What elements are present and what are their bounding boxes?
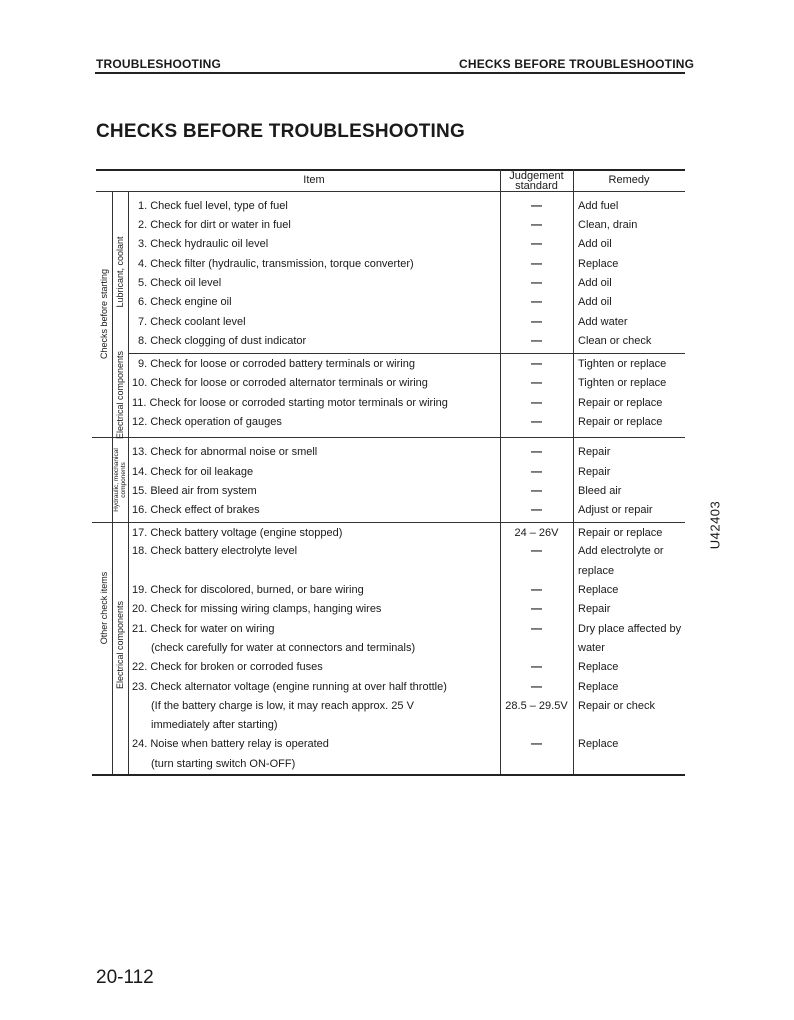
- column-header-item: Item: [303, 174, 325, 186]
- judgement-remedy-column-rule: [573, 169, 574, 774]
- row-item: 18. Check battery electrolyte level: [132, 545, 298, 557]
- group-divider-other: [92, 522, 685, 523]
- row-item: 1. Check fuel level, type of fuel: [138, 200, 288, 212]
- row-remedy: Dry place affected by: [578, 623, 682, 635]
- table-bottom-rule: [92, 774, 685, 776]
- group-divider-hydraulic: [92, 437, 685, 438]
- row-judgement: —: [531, 358, 542, 370]
- row-item: 20. Check for missing wiring clamps, hanging wires: [132, 603, 382, 615]
- row-remedy: Repair or replace: [578, 416, 663, 428]
- group-label-checks-before-starting: Checks before starting: [99, 268, 109, 360]
- row-remedy: Repair or replace: [578, 527, 663, 539]
- row-remedy: Add oil: [578, 296, 612, 308]
- row-judgement: —: [531, 661, 542, 673]
- header-rule: [95, 72, 685, 74]
- row-judgement: —: [531, 219, 542, 231]
- column-header-remedy: Remedy: [608, 174, 650, 186]
- row-judgement: —: [531, 296, 542, 308]
- row-item: 3. Check hydraulic oil level: [138, 238, 269, 250]
- header-section-title: TROUBLESHOOTING: [96, 57, 221, 71]
- group-label-hydraulic-mechanical: [113, 448, 127, 512]
- group-label-hydraulic-line2: components: [120, 462, 127, 498]
- row-item: 22. Check for broken or corroded fuses: [132, 661, 323, 673]
- row-judgement: —: [531, 377, 542, 389]
- row-judgement: —: [531, 200, 542, 212]
- row-judgement: —: [531, 335, 542, 347]
- row-item: 9. Check for loose or corroded battery terminals or wiring: [138, 358, 415, 370]
- row-judgement: 28.5 – 29.5V: [505, 700, 568, 712]
- row-remedy: Clean, drain: [578, 219, 638, 231]
- row-remedy: Replace: [578, 681, 619, 693]
- column-header-standard: standard: [515, 180, 558, 192]
- row-remedy: Add oil: [578, 277, 612, 289]
- row-remedy: Add fuel: [578, 200, 619, 212]
- row-item: 8. Check clogging of dust indicator: [138, 335, 307, 347]
- row-remedy: Add oil: [578, 238, 612, 250]
- row-judgement: —: [531, 258, 542, 270]
- row-remedy: Repair: [578, 446, 611, 458]
- row-item: 16. Check effect of brakes: [132, 504, 260, 516]
- row-judgement: —: [531, 623, 542, 635]
- row-item: 4. Check filter (hydraulic, transmission, torque converter): [138, 258, 414, 270]
- row-remedy: Add water: [578, 316, 628, 328]
- row-item: 19. Check for discolored, burned, or bare wiring: [132, 584, 364, 596]
- group-label-hydraulic-line1: Hydraulic, mechanical: [113, 448, 120, 512]
- group-label-electrical-components: Electrical components: [115, 350, 125, 440]
- row-judgement: —: [531, 397, 542, 409]
- header-page-topic: CHECKS BEFORE TROUBLESHOOTING: [459, 57, 695, 71]
- row-item: 6. Check engine oil: [138, 296, 232, 308]
- row-item: 21. Check for water on wiring: [132, 623, 275, 635]
- row-item: 7. Check coolant level: [138, 316, 246, 328]
- row-item: immediately after starting): [151, 719, 278, 731]
- row-judgement: 24 – 26V: [514, 527, 559, 539]
- row-remedy: Tighten or replace: [578, 358, 667, 370]
- row-remedy: Repair: [578, 466, 611, 478]
- table-header-rule: [96, 191, 685, 192]
- page-number: 20-112: [96, 967, 154, 988]
- row-judgement: —: [531, 238, 542, 250]
- row-remedy: Replace: [578, 738, 619, 750]
- row-remedy: Replace: [578, 584, 619, 596]
- row-judgement: —: [531, 738, 542, 750]
- group-divider-electrical-1: [128, 353, 685, 354]
- row-item: (check carefully for water at connectors and terminals): [151, 642, 416, 654]
- row-item: 2. Check for dirt or water in fuel: [138, 219, 291, 231]
- row-remedy: Clean or check: [578, 335, 652, 347]
- row-remedy: Bleed air: [578, 485, 622, 497]
- row-judgement: —: [531, 603, 542, 615]
- row-item: (If the battery charge is low, it may reach approx. 25 V: [151, 700, 414, 712]
- row-remedy: replace: [578, 565, 615, 577]
- group-label-other-check-items: Other check items: [99, 571, 109, 645]
- row-item: 10. Check for loose or corroded alternator terminals or wiring: [132, 377, 428, 389]
- row-item: 13. Check for abnormal noise or smell: [132, 446, 318, 458]
- row-item: 11. Check for loose or corroded starting motor terminals or wiring: [132, 397, 448, 409]
- row-remedy: Tighten or replace: [578, 377, 667, 389]
- row-item: (turn starting switch ON-OFF): [151, 758, 296, 770]
- row-judgement: —: [531, 316, 542, 328]
- table-top-rule: [96, 169, 685, 171]
- row-remedy: Replace: [578, 258, 619, 270]
- row-remedy: Adjust or repair: [578, 504, 653, 516]
- row-judgement: —: [531, 681, 542, 693]
- row-item: 23. Check alternator voltage (engine running at over half throttle): [132, 681, 447, 693]
- row-judgement: —: [531, 466, 542, 478]
- row-remedy: Replace: [578, 661, 619, 673]
- row-item: 12. Check operation of gauges: [132, 416, 282, 428]
- row-remedy: Repair or check: [578, 700, 656, 712]
- row-judgement: —: [531, 545, 542, 557]
- row-remedy: Repair: [578, 603, 611, 615]
- group-label-lubricant-coolant: Lubricant, coolant: [115, 236, 125, 308]
- document-code: U42403: [707, 500, 723, 550]
- row-item: 14. Check for oil leakage: [132, 466, 254, 478]
- group-label-electrical-components-2: Electrical components: [115, 600, 125, 690]
- row-judgement: —: [531, 277, 542, 289]
- row-item: 5. Check oil level: [138, 277, 222, 289]
- row-remedy: water: [578, 642, 605, 654]
- row-judgement: —: [531, 446, 542, 458]
- row-judgement: —: [531, 485, 542, 497]
- row-remedy: Repair or replace: [578, 397, 663, 409]
- row-item: 17. Check battery voltage (engine stopped): [132, 527, 343, 539]
- page-title: CHECKS BEFORE TROUBLESHOOTING: [96, 121, 465, 142]
- row-judgement: —: [531, 416, 542, 428]
- column-header-judgement: Judgement: [509, 170, 564, 182]
- row-item: 24. Noise when battery relay is operated: [132, 738, 329, 750]
- row-judgement: —: [531, 584, 542, 596]
- row-remedy: Add electrolyte or: [578, 545, 664, 557]
- row-item: 15. Bleed air from system: [132, 485, 257, 497]
- row-judgement: —: [531, 504, 542, 516]
- inner-group-column-rule: [128, 191, 129, 774]
